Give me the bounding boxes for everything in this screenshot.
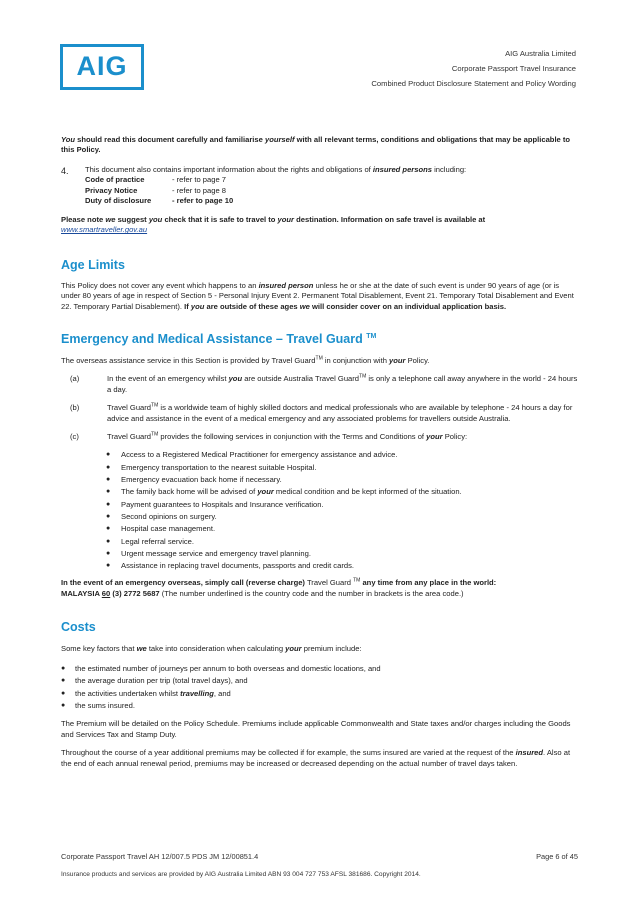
country-code: 60 <box>101 588 111 598</box>
list-item <box>106 462 578 474</box>
list-item <box>106 536 578 548</box>
bullet-icon: ● <box>106 488 111 496</box>
text: This Policy does not cover any event which happens to an <box>61 281 259 290</box>
ref-row <box>85 175 466 185</box>
text: If <box>184 301 191 311</box>
premium-paragraph: The Premium will be detailed on the Policy Schedule. Premiums include applicable Commonwealth and State taxes and/or charges including the Goods and Services Tax and Stamp Duty. <box>61 719 571 739</box>
text: the activities undertaken whilst <box>75 688 181 698</box>
bullet-icon: ● <box>106 562 111 570</box>
phone-number: (3) 2772 5687 <box>110 588 160 598</box>
bullet-icon: ● <box>61 677 66 685</box>
bullet-icon: ● <box>106 512 111 520</box>
tm: TM <box>151 402 159 409</box>
text: we <box>105 214 116 224</box>
text: Some key factors that <box>61 643 137 653</box>
text: Payment guarantees to Hospitals and Insurance verification. <box>121 499 324 509</box>
text: including: <box>431 164 467 174</box>
text: In the event of an emergency whilst <box>107 374 229 384</box>
costs-list <box>61 663 578 712</box>
item-label: (c) <box>70 432 79 441</box>
text: the sums insured. <box>75 700 135 710</box>
text: Assistance in replacing travel documents, passports and credit cards. <box>121 561 354 571</box>
text: The overseas assistance service in this Section is provided by Travel Guard <box>61 355 316 365</box>
text: Travel Guard <box>304 578 351 588</box>
text: Please note <box>61 214 106 224</box>
list-item <box>106 511 578 523</box>
emergency-item-b <box>61 403 578 424</box>
text: Emergency evacuation back home if necessary. <box>121 475 282 485</box>
logo-text: AIG <box>76 51 128 82</box>
age-limits-heading: Age Limits <box>61 257 125 272</box>
tm: TM <box>315 355 323 362</box>
text: The family back home will be advised of <box>121 487 258 497</box>
emergency-item-c <box>61 432 578 442</box>
document-header <box>371 46 576 91</box>
text: with all relevant terms, conditions and obligations that may be applicable to this Policy. <box>61 135 571 155</box>
list-item <box>61 688 578 700</box>
intro-paragraph <box>61 135 578 156</box>
text: is only a telephone call away anywhere in the world - 24 hours a day. <box>107 374 578 394</box>
text: check that it is safe to travel to <box>162 214 278 224</box>
emergency-call <box>61 578 578 599</box>
text: . Also at the end of each annual renewal period, premiums may be increased or decreased depending on the actual number of travel days taken. <box>61 748 571 768</box>
text: any time from any place in the world: <box>360 578 497 588</box>
text: , and <box>213 688 231 698</box>
text: suggest <box>115 214 149 224</box>
ref-value: - refer to page 10 <box>172 196 234 206</box>
ref-key: Duty of disclosure <box>85 196 152 206</box>
text: Urgent message service and emergency travel planning. <box>121 548 311 558</box>
heading-text: Emergency and Medical Assistance – Travel Guard <box>61 332 363 347</box>
text-you: You <box>61 135 76 144</box>
text: the estimated number of journeys per annum to both overseas and domestic locations, and <box>75 664 381 674</box>
bullet-icon: ● <box>106 500 111 508</box>
text: unless he or she at the date of such event is under 90 years of age (or is under 80 years of age in respect of Section 5 - Personal Injury Event 2. Permanent Total Disablement, Event 21. Temporary Total Disablement and Event 22. Temporary Partial Disablement). <box>61 281 574 311</box>
text: your <box>285 643 302 653</box>
bullet-icon: ● <box>106 476 111 484</box>
text: should read this document carefully and familiarise <box>75 135 265 144</box>
text: insured person <box>258 281 314 290</box>
bullet-icon: ● <box>61 701 66 709</box>
tm: TM <box>366 333 377 341</box>
emergency-intro <box>61 356 578 366</box>
text: are outside of these ages <box>204 301 300 311</box>
tm: TM <box>353 577 361 584</box>
text: Throughout the course of a year additional premiums may be collected if for example, the sums insured are varied at the request of the <box>61 748 516 758</box>
header-product: Corporate Passport Travel Insurance <box>451 64 576 73</box>
list-item <box>61 675 578 687</box>
text: Legal referral service. <box>121 536 195 546</box>
ref-value: - refer to page 8 <box>172 185 227 195</box>
costs-heading: Costs <box>61 620 96 635</box>
text: your <box>426 432 443 441</box>
list-item <box>106 499 578 511</box>
ref-value: - refer to page 7 <box>172 175 227 185</box>
bullet-icon: ● <box>61 665 66 673</box>
page-footer <box>61 852 578 879</box>
text: Hospital case management. <box>121 524 216 534</box>
text: will consider cover on an individual application basis. <box>309 301 507 311</box>
text: take into consideration when calculating <box>146 643 286 653</box>
header-company: AIG Australia Limited <box>505 49 576 58</box>
bullet-icon: ● <box>61 689 66 697</box>
costs-intro <box>61 644 578 654</box>
bullet-icon: ● <box>106 525 111 533</box>
additional-premium-paragraph <box>61 748 578 769</box>
ref-key: Code of practice <box>85 175 145 185</box>
header-doc: Combined Product Disclosure Statement and Policy Wording <box>371 79 576 88</box>
text: Travel Guard <box>107 403 152 413</box>
bullet-icon: ● <box>106 537 111 545</box>
text: you <box>190 301 205 311</box>
text: MALAYSIA <box>61 588 102 598</box>
text: you <box>228 374 243 384</box>
text: Policy. <box>405 355 430 365</box>
text: Travel Guard <box>107 432 152 441</box>
text: (The number underlined is the country code and the number in brackets is the area code.) <box>159 588 464 598</box>
item-label: (a) <box>70 374 80 384</box>
tm: TM <box>359 373 367 380</box>
text-yourself: yourself <box>264 135 295 144</box>
list-item <box>61 700 578 712</box>
bullet-icon: ● <box>106 451 111 459</box>
list-item <box>106 474 578 486</box>
ref-key: Privacy Notice <box>85 185 138 195</box>
text: Emergency transportation to the nearest suitable Hospital. <box>121 462 317 472</box>
age-paragraph <box>61 281 578 312</box>
text: your <box>257 487 274 497</box>
list-item <box>61 663 578 675</box>
text: premium include: <box>301 643 362 653</box>
text: Access to a Registered Medical Practitioner for emergency assistance and advice. <box>121 450 398 460</box>
text: in conjunction with <box>322 355 390 365</box>
text: are outside Australia Travel Guard <box>242 374 360 384</box>
item-label: (b) <box>70 403 80 413</box>
aig-logo <box>60 44 144 90</box>
text-insured-persons: insured persons <box>372 164 432 174</box>
ref-row <box>85 186 466 196</box>
emergency-item-a <box>61 374 578 395</box>
text: travelling <box>180 688 214 698</box>
bullet-icon: ● <box>106 549 111 557</box>
list-item <box>106 560 578 572</box>
list-item <box>106 548 578 560</box>
emergency-heading <box>61 331 578 348</box>
footer-legal: Insurance products and services are provided by AIG Australia Limited ABN 93 004 727 753 AFSL 381686. Copyright 2014. <box>61 871 421 879</box>
text: we <box>136 643 147 653</box>
bullet-icon: ● <box>106 463 111 471</box>
safe-travel-note <box>61 215 578 236</box>
text: your <box>277 214 295 224</box>
page-number: Page 6 of 45 <box>536 852 578 861</box>
text: you <box>148 214 163 224</box>
text: is a worldwide team of highly skilled doctors and medical professionals who are available by telephone - 24 hours a day for advice and assistance in the event of a medical emergency and any associated problems for travellers outside Australia. <box>107 403 573 423</box>
text: Policy: <box>442 432 468 441</box>
text: provides the following services in conjunction with the Terms and Conditions of <box>158 432 427 441</box>
item-4 <box>61 165 578 207</box>
text: In the event of an emergency overseas, simply call (reverse charge) <box>61 578 305 588</box>
text: the average duration per trip (total travel days), and <box>75 676 248 686</box>
text: Second opinions on surgery. <box>121 511 217 521</box>
smartraveller-link[interactable]: www.smartraveller.gov.au <box>61 225 148 235</box>
list-item <box>106 486 578 498</box>
list-item <box>106 449 578 461</box>
list-item <box>106 523 578 535</box>
services-list <box>106 449 578 572</box>
text: destination. Information on safe travel is available at <box>294 214 486 224</box>
tm: TM <box>151 431 159 438</box>
text: your <box>389 355 406 365</box>
text: This document also contains important information about the rights and obligations of <box>85 164 373 174</box>
text: medical condition and be kept informed of the situation. <box>273 487 462 497</box>
text: we <box>299 301 310 311</box>
item-number: 4. <box>61 165 69 176</box>
text: insured <box>515 748 544 758</box>
page-content <box>61 135 578 769</box>
ref-row <box>85 196 466 206</box>
footer-reference: Corporate Passport Travel AH 12/007.5 PDS JM 12/00851.4 <box>61 852 259 861</box>
